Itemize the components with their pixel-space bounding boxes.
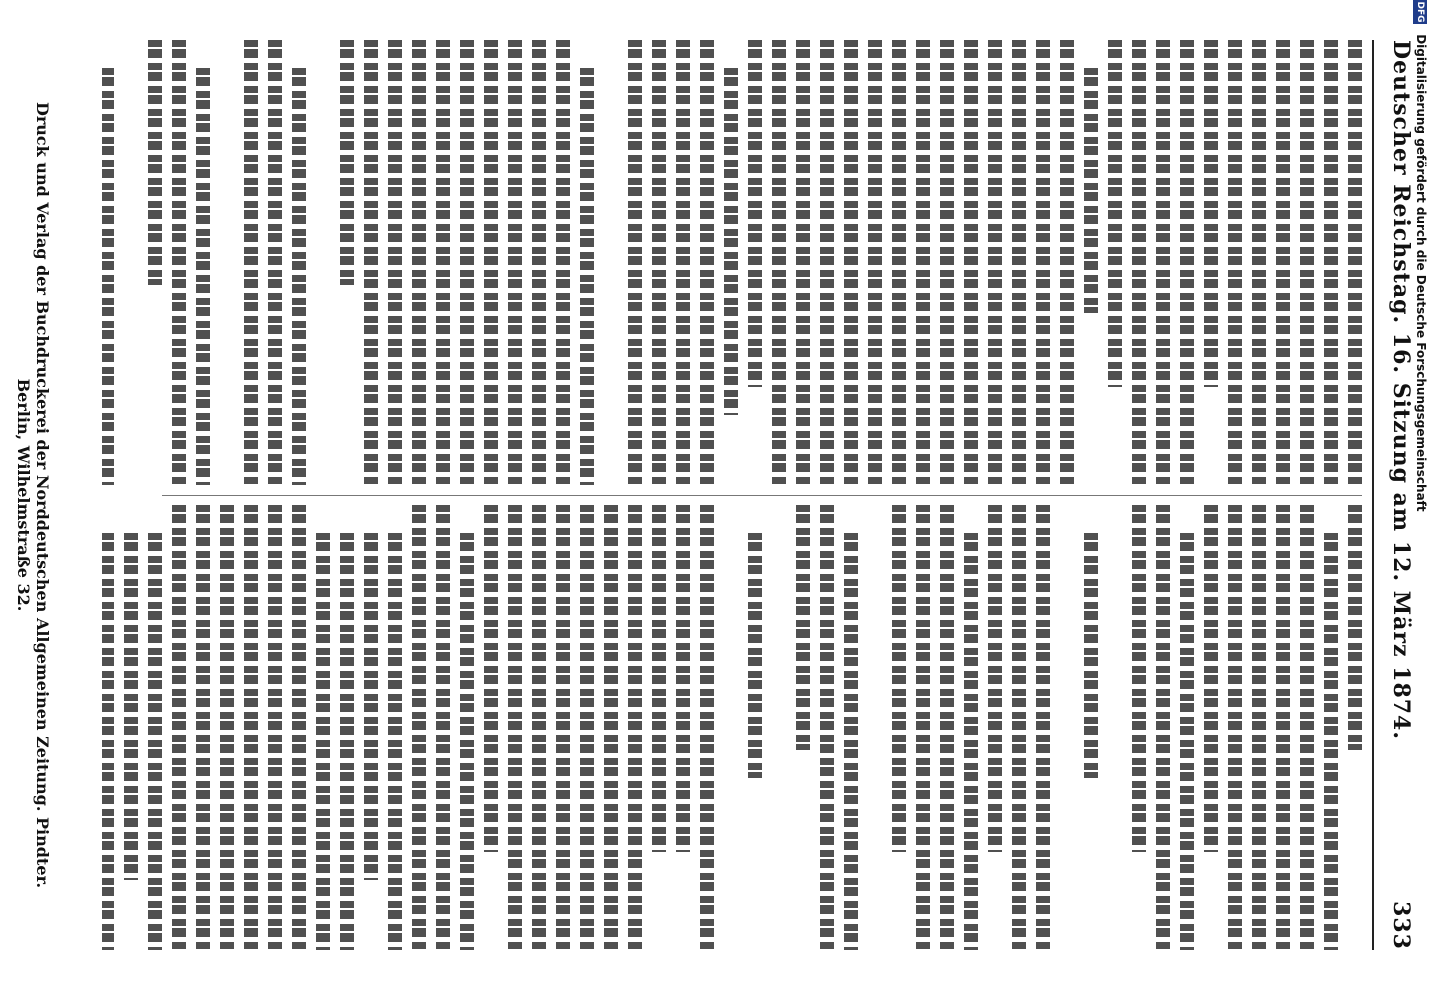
digitization-notice-container [1410, 0, 1432, 1000]
digitization-notice: Digitalisierung gefördert durch die Deutsche Forschungsgemeinschaft [1414, 34, 1428, 512]
page-footer [12, 90, 52, 900]
printer-line: Druck und Verlag der Buchdruckerei der Norddeutschen Allgemeinen Zeitung. Pindter. [33, 101, 52, 889]
dfg-logo: DFG [1415, 1, 1426, 23]
digitization-strip [1410, 0, 1432, 1000]
column-divider [162, 495, 1362, 496]
header-title: Deutscher Reichstag. 16. Sitzung am 12. März 1874. [1388, 40, 1414, 741]
right-column [102, 505, 1362, 950]
page-number: 333 [1388, 901, 1414, 950]
header-rule [1372, 40, 1374, 950]
page-header [1378, 40, 1414, 950]
printer-address: Berlin, Wilhelmstraße 32. [14, 378, 33, 612]
left-column [102, 40, 1362, 485]
